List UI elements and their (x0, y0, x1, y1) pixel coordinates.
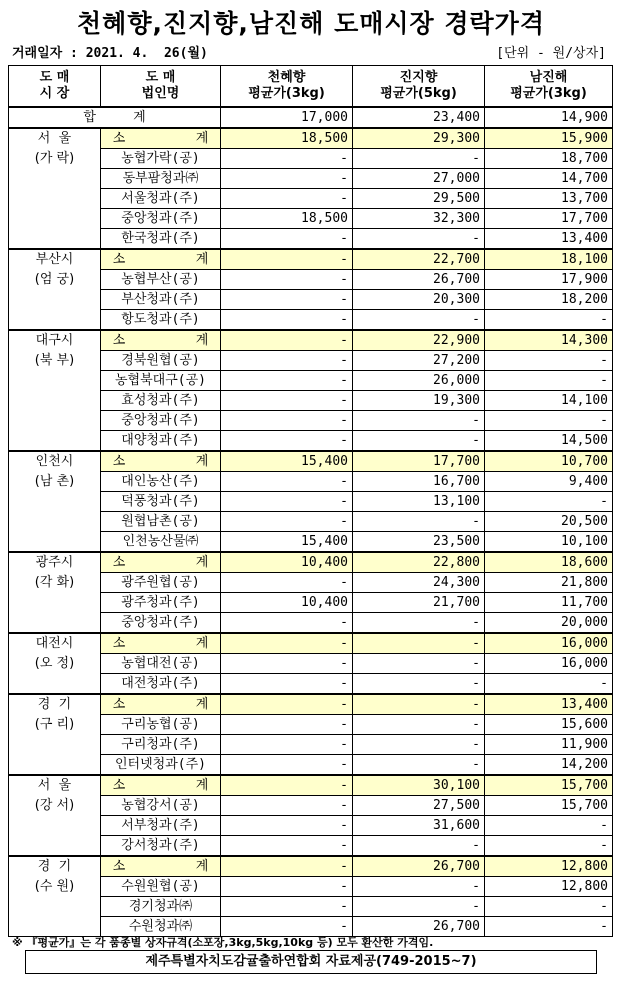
price-cell: 13,400 (485, 694, 613, 715)
corp-name: 소 계 (101, 633, 221, 654)
price-cell: - (353, 229, 485, 250)
price-cell: 14,300 (485, 330, 613, 351)
corp-name: 농협대전(공) (101, 654, 221, 674)
price-cell: - (221, 472, 353, 492)
price-cell: - (221, 371, 353, 391)
grand-total-row (9, 107, 613, 128)
price-cell: 12,800 (485, 877, 613, 897)
corp-name: 소 계 (101, 451, 221, 472)
price-cell: 26,000 (353, 371, 485, 391)
grand-total-label: 합 계 (9, 107, 221, 128)
price-cell: 10,400 (221, 593, 353, 613)
market-name: 대전시 (오 정) (9, 633, 101, 694)
price-cell: - (485, 310, 613, 331)
source-box: 제주특별자치도감귤출하연합회 자료제공(749-2015~7) (25, 950, 597, 974)
price-cell: 13,100 (353, 492, 485, 512)
price-cell: - (221, 330, 353, 351)
corp-name: 대전청과(주) (101, 674, 221, 695)
corp-name: 한국청과(주) (101, 229, 221, 250)
price-cell: 20,500 (485, 512, 613, 532)
price-cell: 27,000 (353, 169, 485, 189)
corp-name: 광주원협(공) (101, 573, 221, 593)
market-name: 서 울 (가 락) (9, 128, 101, 249)
price-cell: - (353, 633, 485, 654)
price-cell: 20,000 (485, 613, 613, 634)
price-cell: - (485, 816, 613, 836)
price-cell: 22,700 (353, 249, 485, 270)
price-cell: 24,300 (353, 573, 485, 593)
corp-name: 농협강서(공) (101, 796, 221, 816)
price-cell: - (353, 715, 485, 735)
header-market: 도 매 시 장 (9, 66, 101, 108)
price-cell: - (353, 694, 485, 715)
price-cell: 13,400 (485, 229, 613, 250)
price-cell: - (485, 371, 613, 391)
price-cell: 29,500 (353, 189, 485, 209)
corp-name: 소 계 (101, 330, 221, 351)
price-cell: - (353, 149, 485, 169)
price-table (8, 65, 613, 937)
corp-name: 경북원협(공) (101, 351, 221, 371)
corp-name: 인터넷청과(주) (101, 755, 221, 776)
price-cell: 17,700 (485, 209, 613, 229)
price-cell: - (485, 836, 613, 857)
price-cell: - (221, 149, 353, 169)
price-cell: - (221, 431, 353, 452)
price-cell: 14,500 (485, 431, 613, 452)
price-cell: 23,500 (353, 532, 485, 553)
subtotal-row (9, 249, 613, 270)
price-cell: - (221, 512, 353, 532)
price-cell: - (221, 735, 353, 755)
subtotal-row (9, 552, 613, 573)
price-cell: 15,900 (485, 128, 613, 149)
corp-name: 소 계 (101, 552, 221, 573)
price-cell: 15,400 (221, 451, 353, 472)
corp-name: 구리농협(공) (101, 715, 221, 735)
header-jinjihyang: 진지향 평균가(5kg) (353, 66, 485, 108)
price-cell: 32,300 (353, 209, 485, 229)
price-cell: - (485, 674, 613, 695)
corp-name: 구리청과(주) (101, 735, 221, 755)
price-cell: 22,900 (353, 330, 485, 351)
price-cell: - (353, 431, 485, 452)
market-name: 광주시 (각 화) (9, 552, 101, 633)
subtotal-row (9, 330, 613, 351)
price-cell: 17,900 (485, 270, 613, 290)
grand-total-value: 14,900 (485, 107, 613, 128)
corp-name: 대인농산(주) (101, 472, 221, 492)
market-name: 인천시 (남 촌) (9, 451, 101, 552)
header-row (9, 66, 613, 108)
grand-total-value: 17,000 (221, 107, 353, 128)
price-cell: - (221, 775, 353, 796)
price-cell: - (221, 492, 353, 512)
price-cell: - (221, 694, 353, 715)
price-cell: 15,600 (485, 715, 613, 735)
price-cell: - (485, 351, 613, 371)
corp-name: 소 계 (101, 856, 221, 877)
price-cell: 30,100 (353, 775, 485, 796)
price-cell: - (221, 229, 353, 250)
price-cell: - (221, 674, 353, 695)
header-cheonhyehyang: 천혜향 평균가(3kg) (221, 66, 353, 108)
price-cell: - (353, 836, 485, 857)
price-cell: 14,200 (485, 755, 613, 776)
corp-name: 농협부산(공) (101, 270, 221, 290)
price-cell: 15,700 (485, 796, 613, 816)
price-cell: 21,800 (485, 573, 613, 593)
price-cell: - (221, 917, 353, 937)
price-cell: - (221, 310, 353, 331)
header-namjinhae: 남진해 평균가(3kg) (485, 66, 613, 108)
price-cell: - (221, 755, 353, 776)
price-cell: - (353, 674, 485, 695)
corp-name: 소 계 (101, 694, 221, 715)
grand-total-value: 23,400 (353, 107, 485, 128)
price-cell: - (485, 897, 613, 917)
price-cell: - (353, 613, 485, 634)
corp-name: 농협북대구(공) (101, 371, 221, 391)
price-cell: - (221, 654, 353, 674)
price-cell: 26,700 (353, 917, 485, 937)
market-name: 부산시 (엄 궁) (9, 249, 101, 330)
corp-name: 소 계 (101, 128, 221, 149)
price-cell: 18,100 (485, 249, 613, 270)
corp-name: 동부팜청과㈜ (101, 169, 221, 189)
price-cell: 26,700 (353, 856, 485, 877)
corp-name: 항도청과(주) (101, 310, 221, 331)
price-cell: - (221, 189, 353, 209)
price-cell: - (221, 411, 353, 431)
price-cell: 21,700 (353, 593, 485, 613)
corp-name: 서부청과(주) (101, 816, 221, 836)
corp-name: 중앙청과(주) (101, 411, 221, 431)
price-cell: 14,100 (485, 391, 613, 411)
footnote: ※ 『평균가』는 각 품종별 상자규격(소포장,3kg,5kg,10kg 등) 모두 환산한 가격임. (12, 936, 434, 949)
corp-name: 덕풍청과(주) (101, 492, 221, 512)
corp-name: 대양청과(주) (101, 431, 221, 452)
price-cell: 16,000 (485, 654, 613, 674)
corp-name: 소 계 (101, 249, 221, 270)
market-name: 대구시 (북 부) (9, 330, 101, 451)
price-cell: 22,800 (353, 552, 485, 573)
price-cell: - (221, 633, 353, 654)
price-cell: - (221, 877, 353, 897)
price-cell: - (221, 613, 353, 634)
price-cell: - (353, 877, 485, 897)
price-cell: - (353, 735, 485, 755)
market-name: 서 울 (강 서) (9, 775, 101, 856)
market-name: 경 기 (수 원) (9, 856, 101, 937)
price-cell: 10,400 (221, 552, 353, 573)
price-cell: 11,700 (485, 593, 613, 613)
subtotal-row (9, 775, 613, 796)
price-cell: 27,500 (353, 796, 485, 816)
price-cell: - (221, 897, 353, 917)
unit-note: [단위 - 원/상자] (496, 46, 606, 61)
price-cell: 19,300 (353, 391, 485, 411)
price-cell: 20,300 (353, 290, 485, 310)
corp-name: 중앙청과(주) (101, 613, 221, 634)
price-cell: 10,100 (485, 532, 613, 553)
price-cell: 18,500 (221, 209, 353, 229)
subtotal-row (9, 451, 613, 472)
trade-date: 거래일자 : 2021. 4. 26(월) (12, 46, 208, 61)
price-cell: 14,700 (485, 169, 613, 189)
corp-name: 수원원협(공) (101, 877, 221, 897)
price-cell: - (485, 917, 613, 937)
price-cell: 11,900 (485, 735, 613, 755)
price-cell: - (485, 492, 613, 512)
price-cell: - (353, 310, 485, 331)
corp-name: 경기청과㈜ (101, 897, 221, 917)
price-cell: - (221, 270, 353, 290)
price-cell: 26,700 (353, 270, 485, 290)
corp-name: 효성청과(주) (101, 391, 221, 411)
corp-name: 소 계 (101, 775, 221, 796)
price-cell: - (221, 796, 353, 816)
price-cell: 13,700 (485, 189, 613, 209)
price-cell: - (221, 816, 353, 836)
price-cell: - (221, 290, 353, 310)
corp-name: 농협가락(공) (101, 149, 221, 169)
price-cell: 18,200 (485, 290, 613, 310)
price-cell: 18,700 (485, 149, 613, 169)
corp-name: 중앙청과(주) (101, 209, 221, 229)
subtotal-row (9, 633, 613, 654)
price-cell: 9,400 (485, 472, 613, 492)
price-cell: - (221, 249, 353, 270)
price-cell: - (221, 836, 353, 857)
price-cell: 31,600 (353, 816, 485, 836)
subtotal-row (9, 694, 613, 715)
price-cell: 18,500 (221, 128, 353, 149)
price-cell: - (221, 391, 353, 411)
corp-name: 광주청과(주) (101, 593, 221, 613)
page-title: 천혜향,진지향,남진해 도매시장 경락가격 (77, 9, 545, 38)
price-cell: 18,600 (485, 552, 613, 573)
price-cell: - (353, 411, 485, 431)
market-name: 경 기 (구 리) (9, 694, 101, 775)
price-cell: - (353, 512, 485, 532)
corp-name: 인천농산물㈜ (101, 532, 221, 553)
price-cell: 17,700 (353, 451, 485, 472)
price-cell: - (353, 897, 485, 917)
price-cell: 12,800 (485, 856, 613, 877)
price-cell: 16,000 (485, 633, 613, 654)
subtotal-row (9, 128, 613, 149)
price-cell: - (221, 856, 353, 877)
price-cell: - (221, 351, 353, 371)
corp-name: 부산청과(주) (101, 290, 221, 310)
price-cell: 29,300 (353, 128, 485, 149)
price-cell: - (221, 169, 353, 189)
price-cell: - (353, 654, 485, 674)
corp-name: 강서청과(주) (101, 836, 221, 857)
price-cell: 15,400 (221, 532, 353, 553)
price-cell: - (221, 573, 353, 593)
price-cell: 10,700 (485, 451, 613, 472)
corp-name: 서울청과(주) (101, 189, 221, 209)
price-cell: - (485, 411, 613, 431)
price-cell: - (221, 715, 353, 735)
price-cell: 27,200 (353, 351, 485, 371)
price-cell: - (353, 755, 485, 776)
price-cell: 15,700 (485, 775, 613, 796)
header-corp: 도 매 법인명 (101, 66, 221, 108)
corp-name: 수원청과㈜ (101, 917, 221, 937)
corp-name: 원협남촌(공) (101, 512, 221, 532)
subtotal-row (9, 856, 613, 877)
price-cell: 16,700 (353, 472, 485, 492)
